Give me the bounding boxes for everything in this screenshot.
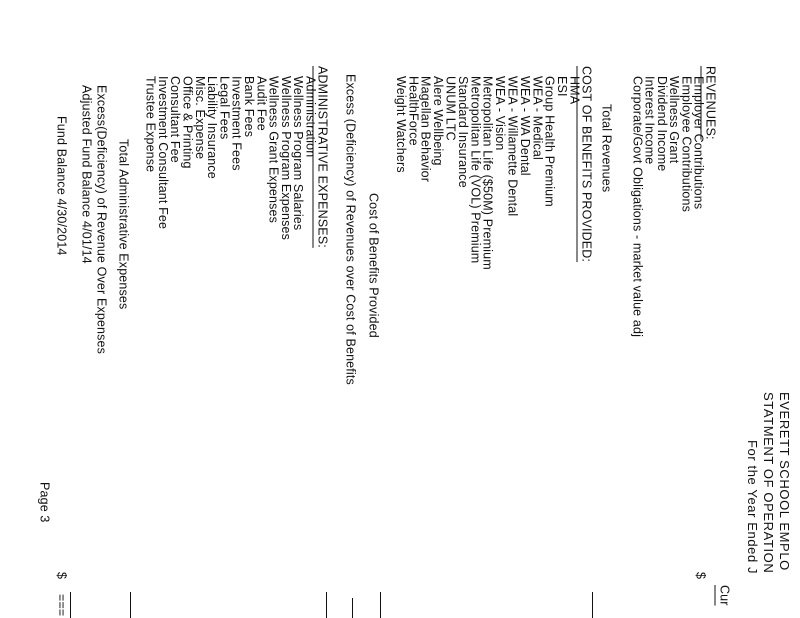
benefit-line-item: Group Health Premium (542, 76, 557, 207)
benefit-line-item: Magellan Behavior (418, 76, 433, 183)
total-revenues-label: Total Revenues (599, 104, 614, 193)
revenue-line-item: Wellness Grant (667, 76, 682, 164)
double-rule-mark: === (54, 594, 69, 617)
benefit-line-item: ESI (555, 76, 570, 97)
admin-heading: ADMINISTRATIVE EXPENSES: (315, 66, 330, 248)
admin-line-item: Audit Fee (254, 76, 269, 131)
admin-line-item: Legal Fees (217, 76, 232, 140)
admin-line-item: Administration (303, 76, 318, 158)
admin-line-item: Consultant Fee (168, 76, 183, 163)
revenue-line-item: Dividend Income (654, 76, 669, 172)
column-header: Cur (717, 585, 732, 606)
benefits-heading: COST OF BENEFITS PROVIDED: (579, 66, 594, 263)
benefit-line-item: WEA - Willamette Dental (505, 76, 520, 217)
admin-line-item: Wellness Program Expenses (278, 76, 293, 241)
admin-rule (326, 592, 327, 618)
admin-line-item: Liability Insurance (205, 76, 220, 179)
total-revenues-rule (592, 592, 593, 618)
cost-of-benefits-label: Cost of Benefits Provided (366, 193, 381, 338)
revenue-line-item: Interest Income (642, 76, 657, 165)
fund-balance-label: Fund Balance 4/30/2014 (54, 116, 69, 256)
benefit-line-item: WEA - Vision (493, 76, 508, 151)
admin-line-item: Trustee Expense (143, 76, 158, 173)
benefit-line-item: WEA - Medical (530, 76, 545, 160)
adjusted-fund-label: Adjusted Fund Balance 4/01/14 (79, 85, 94, 264)
excess-revenue-label: Excess(Deficiency) of Revenue Over Expenses (94, 85, 109, 355)
benefits-rule (380, 592, 381, 618)
excess-benefits-label: Excess (Deficiency) of Revenues over Cost of Benefits (343, 74, 358, 385)
admin-line-item: Bank Fees (242, 76, 256, 138)
benefit-line-item: WEA - WA Dental (517, 76, 532, 176)
dollar-sign-fund: $ (54, 572, 69, 580)
revenue-line-item: Employee Contributions (679, 76, 694, 213)
admin-line-item: Wellness Grant Expenses (266, 76, 281, 224)
benefit-line-item: HealthForce (406, 76, 421, 146)
admin-line-item: Wellness Program Salaries (291, 76, 306, 231)
statement-title: STATMENT OF OPERATION (761, 392, 776, 574)
excess-benefits-rule (352, 598, 353, 618)
admin-line-item: Investment Consultant Fee (155, 76, 170, 230)
period-title: For the Year Ended J (745, 440, 760, 575)
org-title: EVERETT SCHOOL EMPLO (777, 392, 792, 571)
admin-line-item: Investment Fees (229, 76, 244, 171)
benefit-line-item: Standard Insurance (455, 76, 470, 188)
admin-line-item: Office & Printing (180, 76, 195, 169)
benefit-line-item: UNUM LTC (443, 76, 458, 141)
benefit-line-item: Metropolitan Life (VOL) Premium (468, 76, 483, 264)
revenue-line-item: Employer Contributions (691, 76, 706, 210)
dollar-sign-revenues: $ (693, 572, 708, 580)
benefit-line-item: Alere Wellbeing (431, 76, 446, 166)
benefit-line-item: Weight Watchers (393, 76, 408, 173)
page-number: Page 3 (37, 482, 52, 523)
benefit-line-item: HMA (567, 76, 582, 105)
benefit-line-item: Metropolitan Life ($50M) Premium (480, 76, 495, 270)
adjusted-rule (70, 592, 71, 618)
total-admin-rule (130, 592, 131, 618)
total-admin-label: Total Administrative Expenses (116, 139, 131, 310)
admin-line-item: Misc. Expense (192, 76, 207, 160)
revenues-heading: REVENUES: (703, 66, 718, 140)
revenue-line-item: Corporate/Govt Obligations - market value adj (630, 76, 645, 338)
